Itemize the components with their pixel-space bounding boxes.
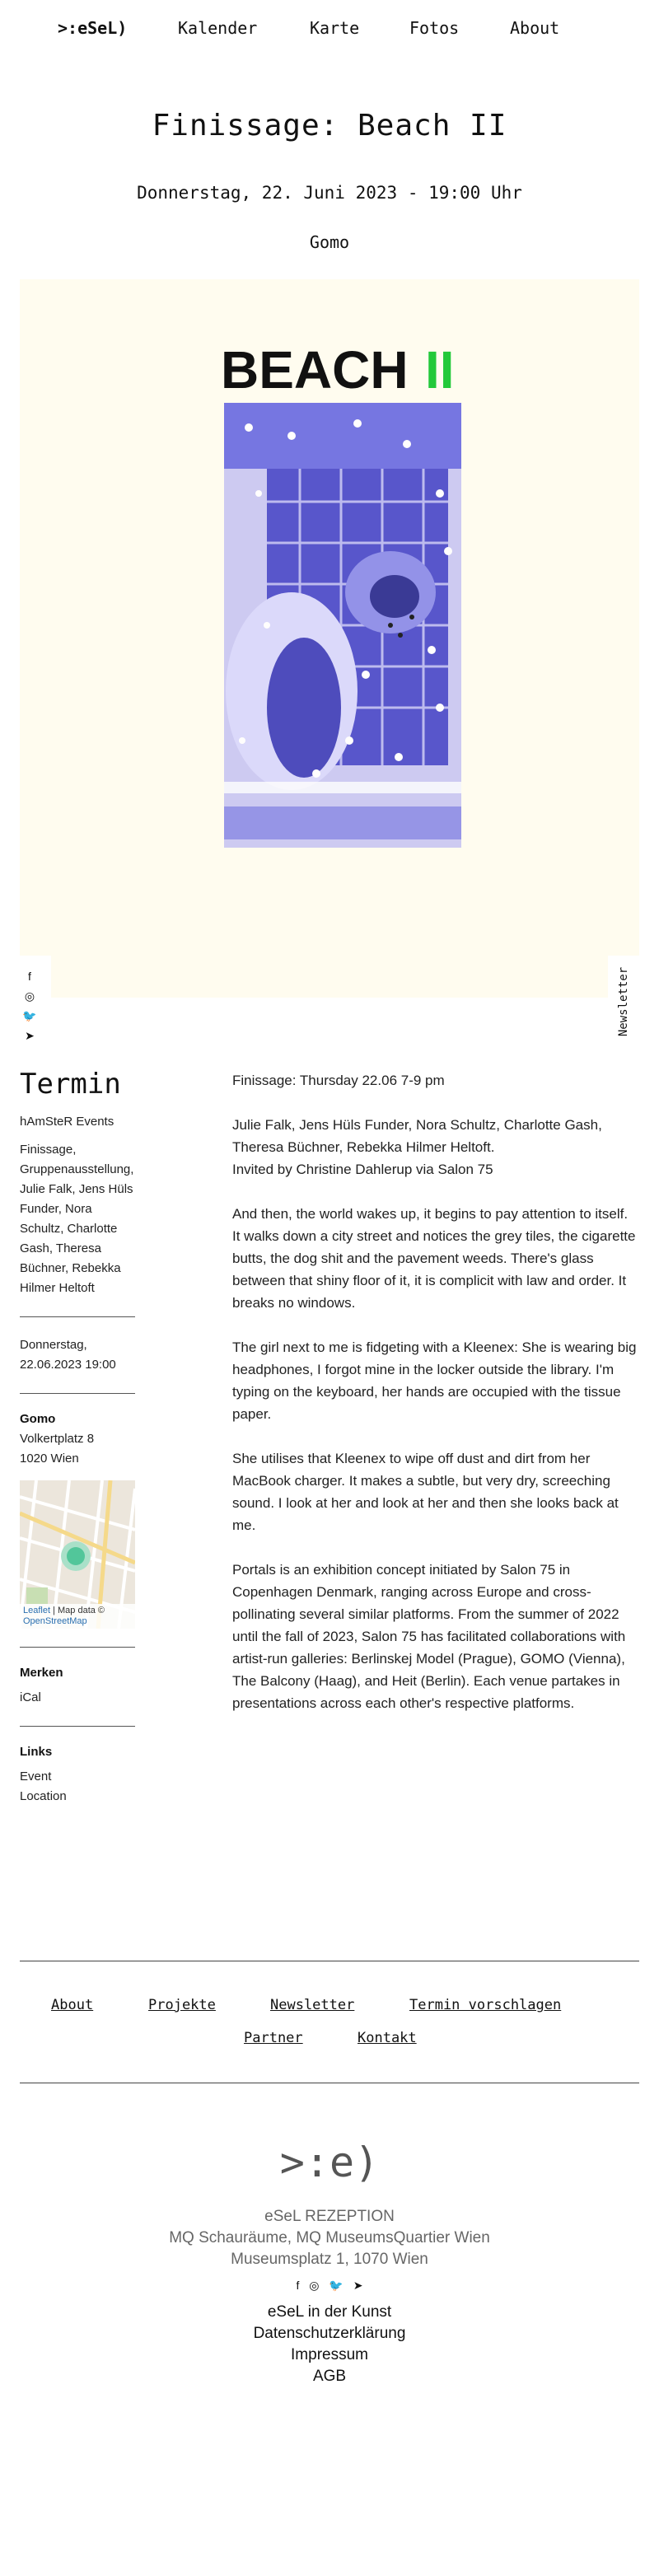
top-navigation [0, 0, 659, 59]
description-paragraph: She utilises that Kleenex to wipe off dust and dirt from her MacBook charger. It makes a subtle, but very dry, screeching sound. I look at her and look at her and then she looks back at me. [232, 1451, 619, 1533]
footer-link-esel-in-der-kunst[interactable]: eSeL in der Kunst [267, 2303, 392, 2321]
divider [20, 1393, 135, 1394]
description-paragraph: Finissage: Thursday 22.06 7-9 pm [232, 1073, 445, 1088]
poster-headline-accent: II [425, 340, 455, 400]
footer-logo[interactable]: >:e) [279, 2139, 380, 2186]
footer-link-partner[interactable]: Partner [244, 2030, 303, 2046]
address-line1: Volkertplatz 8 [20, 1432, 95, 1446]
telegram-icon[interactable]: ➤ [25, 1029, 35, 1042]
links-heading: Links [20, 1745, 53, 1759]
twitter-icon[interactable]: 🐦 [22, 1009, 37, 1022]
footer-link-projekte[interactable]: Projekte [148, 1997, 216, 2013]
event-date: Donnerstag, 22. Juni 2023 - 19:00 Uhr [137, 183, 522, 203]
event-sidebar [20, 1068, 135, 1807]
footer-org-name: eSeL REZEPTION [264, 2208, 395, 2225]
event-description [232, 1069, 639, 1737]
event-tags: Finissage, Gruppenausstellung, Julie Falk, Jens Hüls Funder, Nora Schultz, Charlotte Gash, Theresa Büchner, Rebekka Hilmer Heltoft [20, 1143, 134, 1295]
footer-link-about[interactable]: About [51, 1997, 94, 2013]
merken-heading: Merken [20, 1666, 63, 1680]
poster-artwork [20, 279, 639, 998]
map-data-label: | Map data © [50, 1606, 105, 1615]
nav-item-about[interactable]: About [510, 18, 560, 38]
nav-item-fotos[interactable]: Fotos [409, 18, 460, 38]
footer-address [0, 2206, 659, 2270]
ical-link[interactable]: iCal [20, 1690, 41, 1704]
divider [20, 1726, 135, 1727]
event-poster-image [20, 279, 639, 998]
description-paragraph: And then, the world wakes up, it begins to pay attention to itself. It walks down a city street and notices the grey tiles, the cigarette butts, the dog shit and the pavement weeds. There's glass between that shiny floor of it, it is complicit with law and order. It breaks no windows. [232, 1206, 636, 1311]
facebook-icon[interactable]: f [296, 2279, 300, 2292]
venue-name: Gomo [20, 1412, 56, 1426]
poster-headline: BEACH [221, 340, 409, 400]
location-link[interactable]: Location [20, 1789, 67, 1803]
footer-link-agb[interactable]: AGB [312, 2368, 347, 2385]
sidebar-date-line2: 22.06.2023 19:00 [20, 1358, 116, 1372]
footer-link-newsletter[interactable]: Newsletter [270, 1997, 355, 2013]
description-paragraph: Julie Falk, Jens Hüls Funder, Nora Schultz, Charlotte Gash, Theresa Büchner, Rebekka Hilmer Heltoft. Invited by Christine Dahlerup via Salon 75 [232, 1117, 602, 1177]
organizer-link[interactable]: hAmSteR Events [20, 1115, 115, 1129]
facebook-icon[interactable]: f [28, 970, 31, 983]
instagram-icon[interactable]: ◎ [309, 2279, 320, 2292]
description-paragraph: Portals is an exhibition concept initiated by Salon 75 in Copenhagen Denmark, ranging across Europe and cross-pollinating several similar platforms. From the summer of 2022 until the fall of 2023, Salon 75 has facilitated collaborations with artist-run galleries: Berlinskej Model (Prague), GOMO (Vienna), The Balcony (Haag), and Heit (Berlin). Each venue partakes in presentations across each other's respective platforms. [232, 1562, 626, 1711]
leaflet-link[interactable]: Leaflet [23, 1606, 51, 1615]
footer-link-datenschutz[interactable]: Datenschutzerklärung [253, 2325, 406, 2342]
divider [20, 1316, 135, 1317]
footer-social [0, 2279, 659, 2293]
event-link[interactable]: Event [20, 1770, 52, 1784]
footer-address-line2: Museumsplatz 1, 1070 Wien [231, 2251, 428, 2268]
location-map[interactable] [20, 1480, 135, 1629]
map-attribution [20, 1604, 135, 1629]
footer-link-kontakt[interactable]: Kontakt [358, 2030, 417, 2046]
footer-link-impressum[interactable]: Impressum [291, 2346, 368, 2363]
newsletter-tab[interactable] [608, 956, 639, 1048]
sidebar-title: Termin [20, 1068, 121, 1101]
instagram-icon[interactable]: ◎ [24, 989, 35, 1003]
poster-photo [224, 403, 461, 848]
footer-link-termin-vorschlagen[interactable]: Termin vorschlagen [409, 1997, 562, 2013]
twitter-icon[interactable]: 🐦 [329, 2279, 344, 2292]
newsletter-tab-label: Newsletter [617, 966, 630, 1037]
event-title: Finissage: Beach II [152, 109, 507, 143]
share-sidebar [20, 956, 51, 1048]
address-line2: 1020 Wien [20, 1452, 79, 1466]
nav-item-karte[interactable]: Karte [310, 18, 360, 38]
telegram-icon[interactable]: ➤ [353, 2279, 363, 2292]
nav-item-kalender[interactable]: Kalender [178, 18, 258, 38]
footer-address-line1: MQ Schauräume, MQ MuseumsQuartier Wien [169, 2229, 490, 2246]
openstreetmap-link[interactable]: OpenStreetMap [23, 1616, 87, 1626]
footer-links [0, 2302, 659, 2387]
description-paragraph: The girl next to me is fidgeting with a Kleenex: She is wearing big headphones, I forgot mine in the locker outside the library. I'm typing on the keyboard, her hands are occupied with the tissue paper. [232, 1339, 637, 1422]
event-venue: Gomo [309, 232, 350, 252]
sidebar-date-line1: Donnerstag, [20, 1338, 87, 1352]
site-logo-link[interactable]: >:eSeL) [58, 18, 128, 38]
divider [20, 1647, 135, 1648]
